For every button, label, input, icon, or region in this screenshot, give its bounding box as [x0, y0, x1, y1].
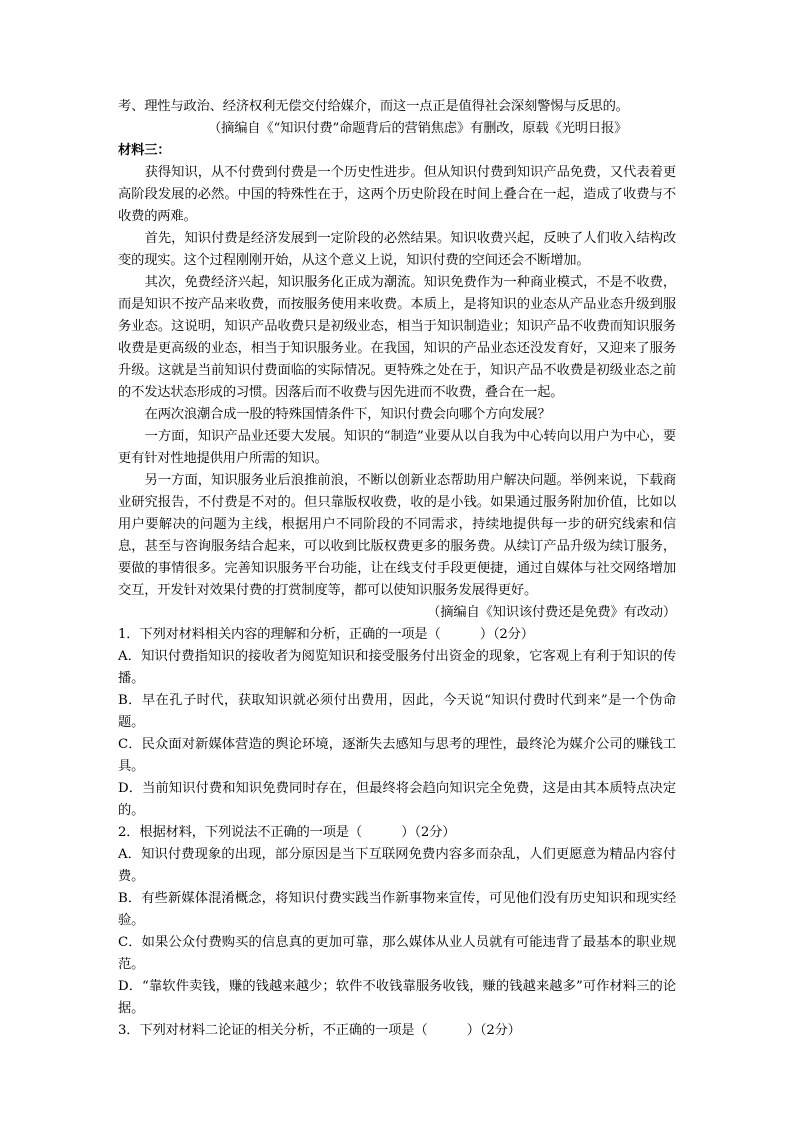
source-note-material-3: （摘编自《知识该付费还是免费》有改动）	[427, 605, 676, 620]
question-stem: 3．下列对材料二论证的相关分析，不正确的一项是（ ）（2分）	[118, 1023, 521, 1038]
material-3-paragraph: 首先，知识付费是经济发展到一定阶段的必然结果。知识收费兴起，反映了人们收入结构改变的现实。这个过程刚刚开始，从这个意义上说，知识付费的空间还会不断增加。	[118, 231, 676, 268]
material-3-paragraph: 其次，免费经济兴起，知识服务化正成为潮流。知识免费作为一种商业模式，不是不收费，而是知识不按产品来收费，而按服务使用来收费。本质上，是将知识的业态从产品业态升级到服务业态。这说明，知识产品收费只是初级业态，相当于知识制造业；知识产品不收费而知识服务收费是更高级的业态，相当于知识服务业。在我国，知识的产品业态还没发育好，又迎来了服务升级。这就是当前知识付费面临的实际情况。更特殊之处在于，知识产品不收费是初级业态之前的不发达状态形成的习惯。因落后而不收费与因先进而不收费，叠合在一起。	[118, 275, 676, 400]
material-3-paragraph: 一方面，知识产品业还要大发展。知识的“制造”业要从以自我为中心转向以用户为中心，要更有针对性地提供用户所需的知识。	[118, 429, 676, 466]
material-3-paragraph: 在两次浪潮合成一股的特殊国情条件下，知识付费会向哪个方向发展？	[144, 407, 551, 422]
material-3-paragraph: 另一方面，知识服务业后浪推前浪，不断以创新业态帮助用户解决问题。举例来说，下载商业研究报告，不付费是不对的。但只靠版权收费，收的是小钱。如果通过服务附加价值，比如以用户要解决的问题为主线，根据用户不同阶段的不同需求，持续地提供每一步的研究线索和信息，甚至与咨询服务结合起来，可以收到比版权费更多的服务费。从续订产品升级为续订服务，要做的事情很多。完善知识服务平台功能，让在线支付手段更便捷，通过自媒体与社交网络增加交互，开发针对效果付费的打赏制度等，都可以使知识服务发展得更好。	[118, 473, 676, 598]
option-b: B．早在孔子时代，获取知识就必须付出费用，因此，今天说“知识付费时代到来”是一个伪命题。	[118, 693, 676, 730]
document-page	[118, 96, 676, 1042]
material-3-heading: 材料三：	[118, 143, 171, 158]
question-1	[118, 624, 676, 822]
option-c: C．民众面对新媒体营造的舆论环境，逐渐失去感知与思考的理性，最终沦为媒介公司的赚钱工具。	[118, 737, 676, 774]
question-3	[118, 1020, 676, 1042]
option-d: D．当前知识付费和知识免费同时存在，但最终将会趋向知识完全免费，这是由其本质特点决定的。	[118, 781, 676, 818]
question-2	[118, 822, 676, 1020]
option-a: A．知识付费现象的出现，部分原因是当下互联网免费内容多而杂乱，人们更愿意为精品内容付费。	[118, 847, 676, 884]
option-d: D．“靠软件卖钱，赚的钱越来越少；软件不收钱靠服务收钱，赚的钱越来越多”可作材料三的论据。	[118, 979, 676, 1016]
option-a: A．知识付费指知识的接收者为阅览知识和接受服务付出资金的现象，它客观上有利于知识的传播。	[118, 649, 676, 686]
question-stem: 1．下列对材料相关内容的理解和分析，正确的一项是（ ）（2分）	[118, 627, 534, 642]
question-stem: 2．根据材料，下列说法不正确的一项是（ ）（2分）	[118, 825, 456, 840]
option-c: C．如果公众付费购买的信息真的更加可靠，那么媒体从业人员就有可能违背了最基本的职业规范。	[118, 935, 676, 972]
top-line: 考、理性与政治、经济权利无偿交付给媒介，而这一点正是值得社会深刻警惕与反思的。	[118, 99, 629, 114]
material-3-paragraph: 获得知识，从不付费到付费是一个历史性进步。但从知识付费到知识产品免费，又代表着更高阶段发展的必然。中国的特殊性在于，这两个历史阶段在时间上叠合在一起，造成了收费与不收费的两难。	[118, 165, 676, 224]
source-note-material-2: （摘编自《“知识付费”命题背后的营销焦虑》有删改，原载《光明日报》	[208, 121, 628, 136]
option-b: B．有些新媒体混淆概念，将知识付费实践当作新事物来宣传，可见他们没有历史知识和现实经验。	[118, 891, 676, 928]
